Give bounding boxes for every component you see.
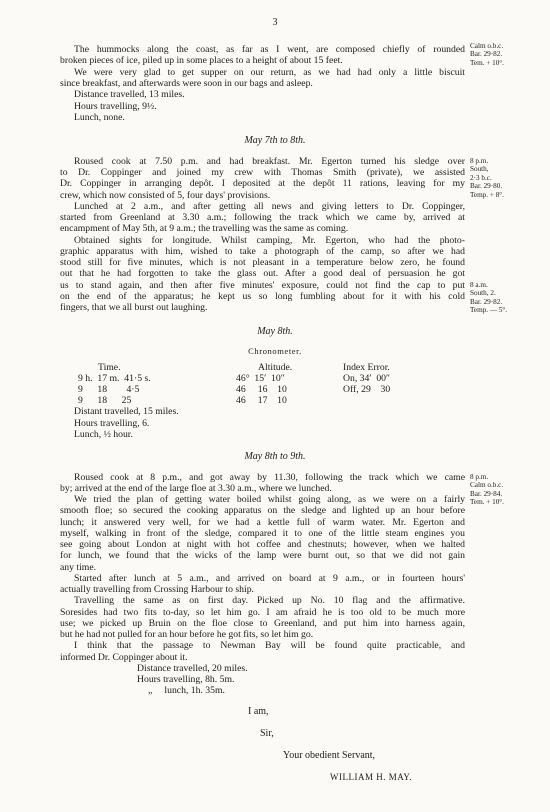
text-line: encampment of May 5th, at 9 a.m.; the travelling was the same as coming. — [60, 223, 349, 234]
text-line: myself, walking in front of the sledge, compared it to one of the little steam engines you — [60, 528, 465, 539]
text-line: Lunch, none. — [74, 112, 125, 123]
sidenote-line: Tem. + 10°. — [470, 498, 504, 507]
text-line: Hours travelling, 9½. — [74, 101, 157, 112]
col-time-header: Time. — [98, 362, 121, 373]
sidenote-line: Calm o.b.c. — [470, 42, 504, 50]
text-line: since breakfast, and afterwards were soon in our bags and asleep. — [60, 78, 313, 89]
sidenote-line: Bar. 29·84. — [470, 489, 503, 498]
text-line: Obtained sights for longitude. Whilst camping, Mr. Egerton, who had the photo- — [74, 235, 465, 246]
page-number: 3 — [272, 17, 278, 28]
text-line: actually travelling from Crossing Harbour to ship. — [60, 584, 254, 595]
closing-i-am: I am, — [248, 706, 269, 717]
chrono-altitude: 46 16 10 — [236, 384, 287, 395]
text-line: but he had not pulled for an hour before he got fits, so let him go. — [60, 629, 314, 640]
sidenote-line: South, — [470, 165, 489, 174]
text-line: Roused cook at 8 p.m., and got away by 11.30, following the track which we came — [74, 472, 465, 483]
text-line: Distant travelled, 15 miles. — [74, 406, 179, 417]
text-line: stood still for five minutes, which is not pleasant in a temperature below zero, he found — [60, 257, 465, 268]
sidenote-line: Tem. + 10°. — [470, 58, 504, 67]
sidenote-line: 8 p.m. — [470, 157, 489, 165]
text-line: Roused cook at 7.50 p.m. and had breakfast. Mr. Egerton turned his sledge over — [74, 156, 465, 167]
text-line: out that he had forgotten to take the glass out. After a good deal of persuasion he got — [60, 268, 465, 279]
text-line: crew, which now consisted of 5, four days' provisions. — [60, 190, 271, 201]
text-line: Soresides had two fits to-day, so let him go. I am afraid he is too old to be much more — [60, 607, 465, 618]
section-heading: May 7th to 8th. — [244, 135, 306, 146]
chrono-index: Off, 29 30 — [343, 384, 391, 395]
closing-sir: Sir, — [260, 728, 274, 739]
chrono-time: 9 18 25 — [78, 395, 132, 406]
text-line: Lunched at 2 a.m., and after getting all news and giving letters to Dr. Coppinger, — [74, 201, 465, 212]
text-line: Started after lunch at 5 a.m., and arrived on board at 9 a.m., or in fourteen hours' — [74, 573, 465, 584]
text-line: The hummocks along the coast, as far as I went, are composed chiefly of rounded — [74, 44, 465, 55]
text-line: see going about London at night with hot coffee and chestnuts; however, when we halted — [60, 539, 465, 550]
sidenote-line: 8 a.m. — [470, 281, 488, 289]
text-line: „ lunch, 1h. 35m. — [148, 685, 225, 696]
col-index-header: Index Error. — [343, 362, 390, 373]
sidenote-line: Bar. 29·82. — [470, 50, 503, 59]
chrono-altitude: 46° 15′ 10″ — [236, 373, 285, 384]
text-line: Travelling the same as on first day. Picked up No. 10 flag and the affirmative. — [74, 595, 465, 606]
chrono-time: 9 h. 17 m. 41·5 s. — [78, 373, 151, 384]
text-line: any time. — [60, 562, 97, 573]
chrono-index: On, 34′ 00″ — [343, 373, 391, 384]
text-line: broken pieces of ice, piled up in some places to a height of about 15 feet. — [60, 55, 343, 66]
signature-name: WILLIAM H. MAY. — [330, 772, 413, 782]
text-line: Lunch, ½ hour. — [74, 429, 133, 440]
section-heading: May 8th. — [257, 326, 293, 337]
text-line: fingers, that we all burst out laughing. — [60, 302, 208, 313]
text-line: Distance travelled, 13 miles. — [74, 89, 185, 100]
text-line: us to stand again, and then after five minutes' exposure, could not find the cap to put — [60, 280, 465, 291]
text-line: informed Dr. Coppinger about it. — [60, 652, 188, 663]
sidenote-line: Calm o.b.c. — [470, 481, 504, 490]
sidenote-line: South, 2. — [470, 289, 496, 298]
sidenote-weather — [470, 157, 548, 199]
sidenote-line: Bar. 29·80. — [470, 182, 503, 191]
chrono-time: 9 18 4·5 — [78, 384, 140, 395]
text-line: smooth floe; so secured the cooking apparatus on the sledge and lighted up an hour before — [60, 505, 465, 516]
text-line: use; we picked up Bruin on the floe close to Greenland, and put him into harness again, — [60, 618, 465, 629]
text-line: Distance travelled, 20 miles. — [137, 663, 248, 674]
text-line: to Dr. Coppinger and joined my crew with Thomas Smith (private), we assisted — [60, 167, 465, 178]
sidenote-weather — [470, 473, 548, 507]
sidenote-weather — [470, 42, 548, 67]
text-line: I think that the passage to Newman Bay will be found quite practicable, and — [74, 640, 465, 651]
text-line: graphic apparatus with him, wished to take a photograph of the camp, so after we had — [60, 246, 465, 257]
sidenote-weather — [470, 281, 548, 315]
sidenote-line: 8 p.m. — [470, 473, 489, 481]
text-line: for lunch, we found that the wicks of the lamp were burnt out, so that we did not gain — [60, 550, 465, 561]
text-line: We were very glad to get supper on our return, as we had had only a little biscuit — [74, 67, 465, 78]
sidenote-line: Temp. + 8°. — [470, 190, 504, 199]
text-line: lunch; it answered very well, for we had a kettle full of warm water. Mr. Egerton and — [60, 517, 465, 528]
text-line: Dr. Coppinger in arranging depôt. I deposited at the depôt 11 rations, leaving for my — [60, 178, 465, 189]
sidenote-line: 2·3 b.c. — [470, 173, 492, 182]
col-altitude-header: Altitude. — [258, 362, 293, 373]
chronometer-title: Chronometer. — [248, 346, 302, 356]
text-line: Hours travelling, 6. — [74, 418, 150, 429]
text-line: on the end of the apparatus; he kept us so long fumbling about for it with his cold — [60, 291, 465, 302]
text-line: We tried the plan of getting water boiled whilst going along, as we were on a fairly — [74, 494, 465, 505]
section-heading: May 8th to 9th. — [244, 451, 306, 462]
sidenote-line: Temp. — 5°. — [470, 306, 508, 315]
text-line: Hours travelling, 8h. 5m. — [137, 674, 235, 685]
text-line: by; arrived at the end of the large floe at 3.30 a.m., where we lunched. — [60, 483, 332, 494]
sidenote-line: Bar. 29·82. — [470, 297, 503, 306]
closing-servant: Your obedient Servant, — [283, 750, 376, 761]
chrono-altitude: 46 17 10 — [236, 395, 287, 406]
text-line: started from Greenland at 3.30 a.m.; following the track which we came by, arrived at — [60, 212, 465, 223]
